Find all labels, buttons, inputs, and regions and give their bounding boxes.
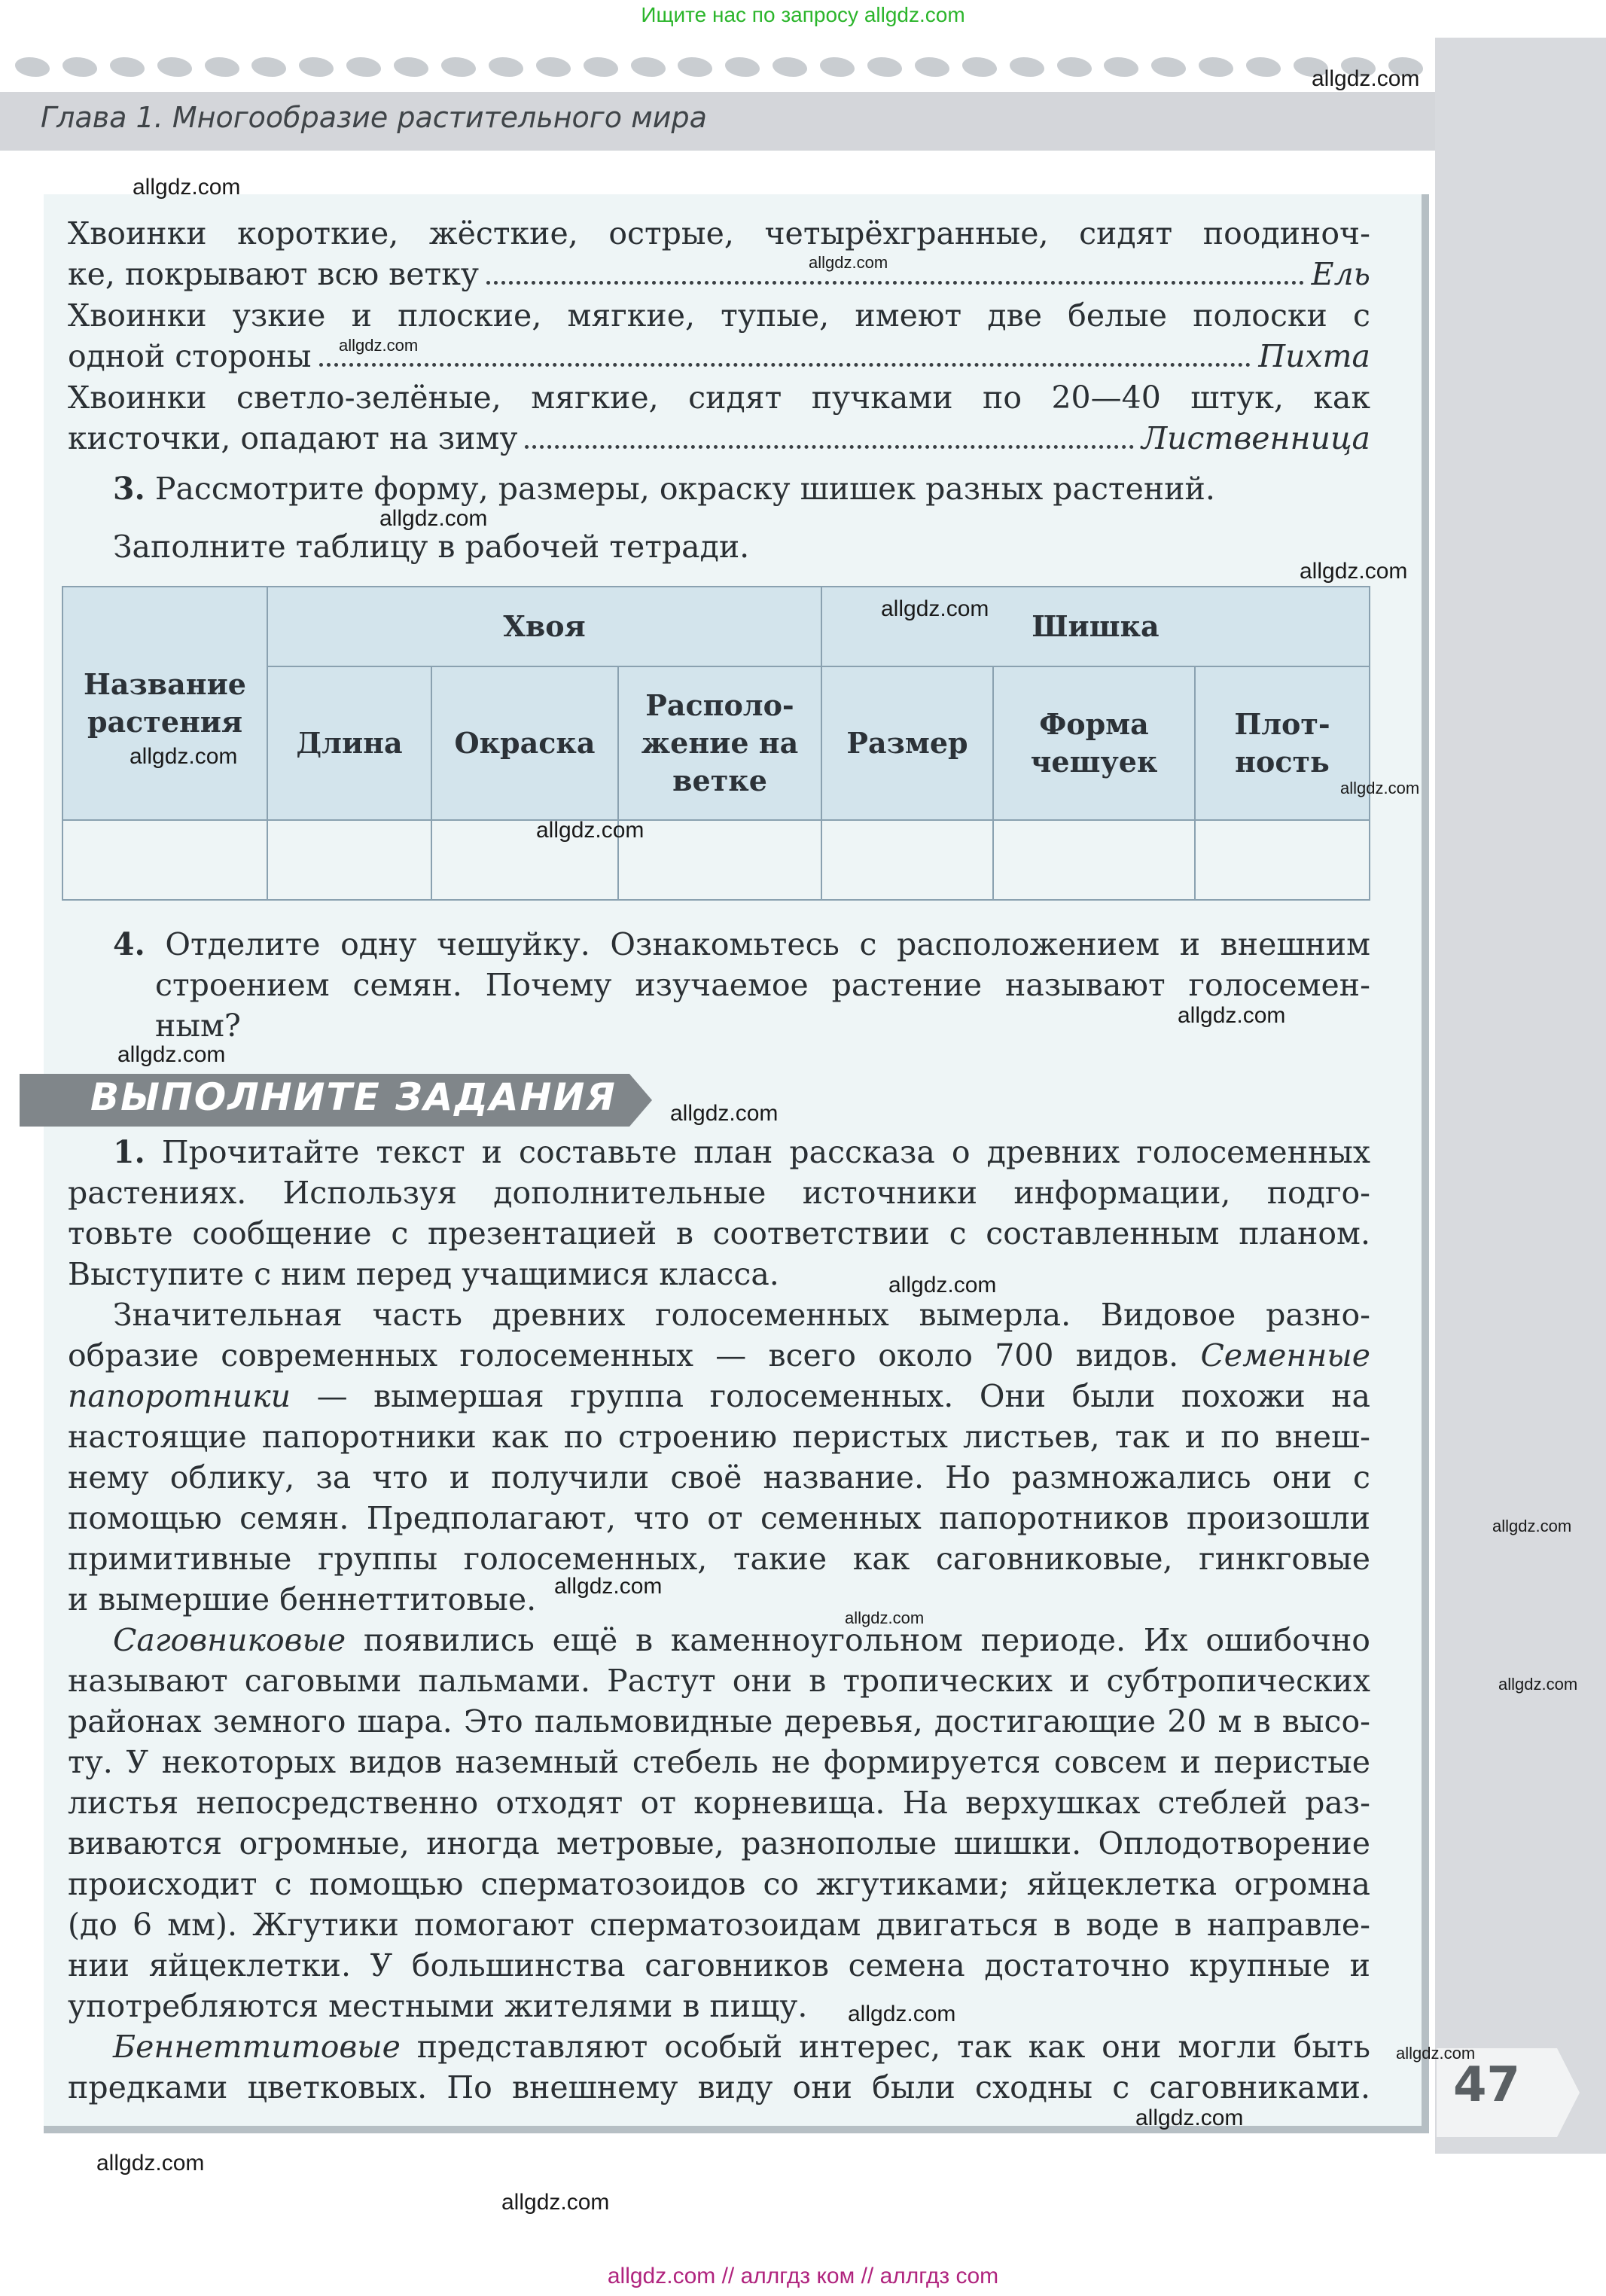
needle-row-3: кисточки, опадают на зиму Лиственница [68,418,1370,459]
section-title: ВЫПОЛНИТЕ ЗАДАНИЯ [90,1075,617,1119]
paragraph-line: папоротники — вымершая группа голосеменных. Они были похожи на [68,1378,1370,1414]
needle-row-1: ке, покрывают всю ветку Ель [68,254,1370,294]
watermark[interactable]: allgdz.com [1135,2105,1244,2130]
animal-border-ornament [0,44,1438,90]
paragraph-line: Беннеттитовые представляют особый интерес, так как они могли быть [113,2029,1370,2065]
paragraph-line: (до 6 мм). Жгутики помогают сперматозоидам двигаться в воде в направле- [68,1907,1370,1943]
needle-desc-3: Хвоинки светло-зелёные, мягкие, сидят пучками по 20—40 штук, как [68,380,1370,416]
watermark[interactable]: allgdz.com [848,2002,956,2026]
table-header-cone: Шишка [821,587,1370,666]
task-3-line-2: Заполните таблицу в рабочей тетради. [113,529,750,565]
watermark[interactable]: allgdz.com [130,744,238,769]
watermark[interactable]: allgdz.com [536,818,645,843]
paragraph-line: Саговниковые появились ещё в каменноугольном периоде. Их ошибочно [113,1622,1370,1658]
footer-links[interactable]: allgdz.com // аллгдз ком // аллгдз com [607,2264,999,2288]
watermark[interactable]: allgdz.com [1498,1675,1578,1694]
paragraph-line: нии яйцеклетки. У большинства саговников семена достаточно крупные и [68,1947,1370,1983]
watermark[interactable]: allgdz.com [670,1101,779,1126]
table-header-needles: Хвоя [267,587,821,666]
watermark[interactable]: allgdz.com [133,175,241,200]
watermark[interactable]: allgdz.com [554,1574,663,1599]
task-1-line-3: товьте сообщение с презентацией в соответствии с составленным планом. [68,1215,1370,1252]
task-number: 1. [113,1134,145,1170]
needle-desc-2: Хвоинки узкие и плоские, мягкие, тупые, имеют две белые полоски с [68,297,1370,334]
table-col-placement: Располо-жение на ветке [618,666,821,820]
chapter-title: Глава 1. Многообразие растительного мира [41,101,707,134]
task-1-line-1: 1. Прочитайте текст и составьте план рассказа о древних голосеменных [113,1134,1370,1170]
tree-name: Ель [1311,256,1370,292]
watermark[interactable]: allgdz.com [117,1042,226,1067]
watermark[interactable]: allgdz.com [1178,1003,1286,1028]
paragraph-line: помощью семян. Предполагают, что от семенных папоротников произошли [68,1500,1370,1536]
table-cell [267,820,431,900]
watermark[interactable]: allgdz.com [96,2151,205,2176]
paragraph-line: листья непосредственно отходят от корневища. На верхушках стеблей раз- [68,1785,1370,1821]
watermark[interactable]: allgdz.com [339,336,419,355]
task-number: 3. [113,471,145,507]
paragraph-line: нему облику, за что и получили своё название. Но размножались они с [68,1459,1370,1496]
paragraph-line: и вымершие беннеттитовые. [68,1581,537,1618]
paragraph-line: употребляются местными жителями в пищу. [68,1988,808,2024]
table-cell [618,820,821,900]
tree-name: Пихта [1258,338,1370,374]
watermark[interactable]: allgdz.com [1492,1517,1572,1535]
task-number: 4. [113,926,145,962]
watermark[interactable]: allgdz.com [1340,779,1420,797]
paragraph-line: ту. У некоторых видов наземный стебель не формируется совсем и перистые [68,1744,1370,1780]
paragraph-line: настоящие папоротники как по строению перистых листьев, так и по внеш- [68,1419,1370,1455]
task-1-line-2: растениях. Используя дополнительные источники информации, подго- [68,1175,1370,1211]
table-cell [821,820,993,900]
table-cell [993,820,1195,900]
page-margin-sidebar [1435,38,1606,2154]
paragraph-line: Значительная часть древних голосеменных вымерла. Видовое разно- [113,1297,1370,1333]
watermark[interactable]: allgdz.com [501,2190,610,2215]
table-col-size: Размер [821,666,993,820]
task-1-line-4: Выступите с ним перед учащимися класса. [68,1256,779,1292]
tree-name: Лиственница [1141,420,1370,456]
table-col-length: Длина [267,666,431,820]
task-4-line-1: 4. Отделите одну чешуйку. Ознакомьтесь с расположением и внешним [113,926,1370,962]
watermark[interactable]: allgdz.com [888,1273,997,1297]
paragraph-line: называют саговыми пальмами. Растут они в тропических и субтропических [68,1663,1370,1699]
needle-row-2: одной стороны Пихта [68,336,1370,377]
table-header-name: Название растения [62,587,267,820]
page-number: 47 [1453,2057,1521,2113]
task-4-line-2: строением семян. Почему изучаемое растение называют голосемен- [155,967,1370,1003]
needle-desc-1: Хвоинки короткие, жёсткие, острые, четырёхгранные, сидят поодиноч- [68,215,1370,252]
top-search-banner[interactable]: Ищите нас по запросу allgdz.com [641,3,965,26]
table-col-color: Окраска [431,666,618,820]
watermark[interactable]: allgdz.com [1396,2044,1476,2063]
paragraph-line: примитивные группы голосеменных, такие как саговниковые, гинкговые [68,1541,1370,1577]
table-col-scale-shape: Форма чешуек [993,666,1195,820]
watermark[interactable]: allgdz.com [1300,559,1408,584]
cones-table [62,586,1370,901]
task-3-line-1: 3. Рассмотрите форму, размеры, окраску шишек разных растений. [113,471,1215,507]
table-col-density: Плот-ность [1195,666,1370,820]
watermark[interactable]: allgdz.com [379,506,488,531]
table-cell [62,820,267,900]
watermark[interactable]: allgdz.com [845,1608,925,1627]
watermark[interactable]: allgdz.com [809,253,888,272]
watermark[interactable]: allgdz.com [881,596,989,621]
paragraph-line: виваются огромные, иногда метровые, разнополые шишки. Оплодотворение [68,1825,1370,1861]
paragraph-line: районах земного шара. Это пальмовидные деревья, достигающие 20 м в высо- [68,1703,1370,1740]
table-cell [1195,820,1370,900]
paragraph-line: предками цветковых. По внешнему виду они были сходны с саговниками. [68,2069,1370,2105]
watermark[interactable]: allgdz.com [1312,66,1420,91]
task-4-line-3: ным? [155,1008,241,1044]
paragraph-line: образие современных голосеменных — всего около 700 видов. Семенные [68,1337,1370,1374]
paragraph-line: происходит с помощью сперматозоидов со жгутиками; яйцеклетка огромна [68,1866,1370,1902]
